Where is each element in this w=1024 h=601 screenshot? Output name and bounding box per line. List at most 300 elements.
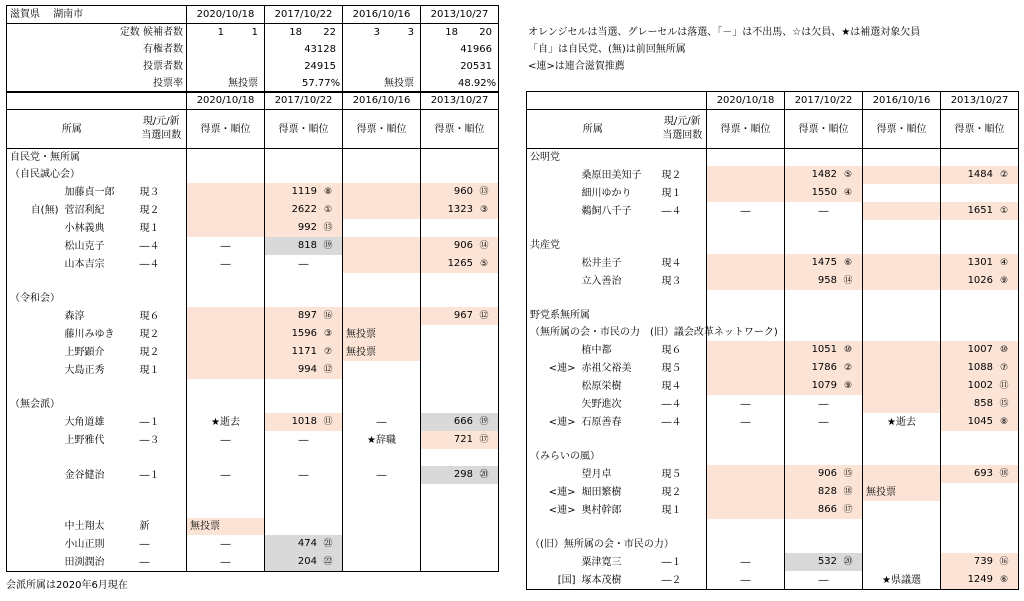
- vote-cell: [707, 359, 785, 377]
- vote-cell: [187, 518, 265, 535]
- vote-count: 693: [973, 468, 994, 479]
- candidate-status: 現６: [661, 344, 682, 356]
- status-header: [659, 110, 707, 149]
- candidate-row: [527, 341, 1019, 359]
- candidate-status: 現２: [139, 346, 160, 358]
- candidate-status: ―１: [139, 469, 160, 481]
- vote-cell: [863, 413, 941, 431]
- vote-cell: [785, 519, 863, 536]
- vote-cell: [187, 396, 265, 413]
- summary-value: 1: [217, 27, 224, 38]
- candidate-row: [7, 553, 499, 572]
- summary-cell: [187, 41, 265, 58]
- vote-cell: [265, 361, 343, 379]
- candidate-row: [7, 413, 499, 431]
- candidate-name: 松山克子: [64, 240, 105, 252]
- vote-count: 739: [973, 556, 994, 567]
- vote-rank: ②: [843, 363, 853, 373]
- vote-cell: [941, 395, 1019, 413]
- date-header: 2016/10/16: [343, 6, 421, 24]
- candidate-prefix: [527, 395, 579, 413]
- vote-rank: ⑲: [323, 241, 333, 251]
- vote-cell: [421, 237, 499, 255]
- vote-cell: [941, 571, 1019, 590]
- group-label: （みらいの風）: [530, 451, 600, 462]
- vote-count: 1786: [811, 362, 838, 373]
- candidate-name: 細川ゆかり: [581, 187, 632, 199]
- footnote: 会派所属は2020年6月現在: [6, 580, 128, 591]
- candidate-name: 植中都: [581, 344, 612, 356]
- vote-cell: [343, 255, 421, 273]
- group-row: [527, 149, 1019, 167]
- vote-rank: ⑪: [999, 381, 1009, 391]
- vote-rank: ⑮: [999, 399, 1009, 409]
- candidate-prefix: [7, 219, 62, 237]
- candidate-status: ―４: [139, 258, 160, 270]
- vote-cell: [343, 535, 421, 553]
- summary-label: 定数 候補者数: [119, 27, 183, 38]
- vote-rank: ②: [999, 170, 1009, 180]
- candidate-row: [7, 255, 499, 273]
- vote-cell: [265, 553, 343, 572]
- spacer-cell: [7, 449, 187, 466]
- summary-row: [7, 58, 499, 75]
- date-header: 2017/10/22: [785, 92, 863, 110]
- vote-rank-header: 得票・順位: [343, 110, 421, 149]
- candidate-status: 新: [139, 521, 150, 532]
- vote-cell: [785, 272, 863, 290]
- spacer-row: [7, 501, 499, 518]
- vote-cell: [343, 553, 421, 572]
- candidate-prefix: <連>: [548, 504, 576, 516]
- vote-cell: [941, 254, 1019, 272]
- summary-cell: [265, 58, 343, 75]
- vote-cell: [707, 272, 785, 290]
- vote-cell: [343, 396, 421, 413]
- candidate-name: 上野雅代: [64, 434, 105, 446]
- candidate-name: 大島正秀: [64, 364, 105, 376]
- vote-cell: [863, 220, 941, 237]
- summary-value: 3: [373, 27, 380, 38]
- vote-cell: [707, 448, 785, 465]
- candidate-status: 現２: [661, 486, 682, 498]
- vote-rank: ⑲: [479, 417, 489, 427]
- vote-cell: [863, 536, 941, 553]
- vote-cell: [343, 343, 421, 361]
- candidate-row: [7, 535, 499, 553]
- vote-cell: [421, 413, 499, 431]
- candidate-row: [527, 254, 1019, 272]
- vote-cell: [785, 149, 863, 167]
- vote-cell: [785, 359, 863, 377]
- summary-value: 1: [251, 27, 258, 38]
- vote-count: 666: [453, 416, 474, 427]
- vote-cell: [863, 465, 941, 483]
- vote-cell: [265, 396, 343, 413]
- vote-cell: [941, 448, 1019, 465]
- candidate-name: 桑原田美知子: [581, 169, 642, 181]
- vote-rank: ⑨: [843, 381, 853, 391]
- candidate-name: 奥村幹郎: [581, 504, 622, 516]
- group-row: [527, 307, 1019, 324]
- group-row: [7, 290, 499, 307]
- group-row: [7, 149, 499, 167]
- candidate-prefix: [527, 465, 579, 483]
- vote-count: 1079: [811, 380, 838, 391]
- vote-cell: [187, 449, 265, 466]
- candidate-name: 粟津寛三: [581, 556, 622, 568]
- vote-rank-header: 得票・順位: [941, 110, 1019, 149]
- vote-count: 1484: [967, 169, 994, 180]
- vote-cell: [941, 202, 1019, 220]
- vote-cell: [941, 166, 1019, 184]
- vote-status: ―: [220, 240, 231, 252]
- vote-status: ―: [298, 434, 309, 446]
- summary-cell: [187, 75, 265, 93]
- candidate-row: [527, 465, 1019, 483]
- summary-value: 18: [445, 27, 458, 38]
- candidate-row: [527, 571, 1019, 590]
- vote-status: ―: [220, 538, 231, 550]
- vote-count: 992: [297, 222, 318, 233]
- summary-value: 22: [323, 27, 336, 38]
- vote-cell: [187, 501, 265, 518]
- vote-count: 858: [973, 398, 994, 409]
- vote-cell: [707, 307, 785, 324]
- vote-cell: [187, 166, 265, 183]
- vote-cell: [863, 377, 941, 395]
- vote-cell: [265, 518, 343, 535]
- candidate-prefix: [7, 325, 62, 343]
- summary-cell: [421, 75, 499, 93]
- candidate-status: 現２: [139, 328, 160, 340]
- candidate-prefix: <連>: [548, 416, 576, 428]
- vote-cell: [941, 536, 1019, 553]
- prefecture: 滋賀県: [10, 9, 40, 20]
- spacer-cell: [7, 379, 187, 396]
- vote-cell: [941, 184, 1019, 202]
- candidate-row: [7, 361, 499, 379]
- vote-cell: [941, 501, 1019, 519]
- vote-cell: [343, 361, 421, 379]
- vote-cell: [785, 431, 863, 448]
- vote-cell: [421, 553, 499, 572]
- candidate-status: ―１: [139, 416, 160, 428]
- candidate-status: ―４: [661, 205, 682, 217]
- summary-cell: [265, 41, 343, 58]
- summary-cell: [187, 58, 265, 75]
- summary-value: 20531: [460, 61, 492, 72]
- spacer-cell: [527, 519, 707, 536]
- vote-count: 1051: [811, 344, 838, 355]
- vote-cell: [265, 183, 343, 201]
- vote-cell: [187, 183, 265, 201]
- vote-cell: [785, 307, 863, 324]
- vote-cell: [343, 201, 421, 219]
- vote-status: ―: [740, 574, 751, 586]
- vote-cell: [785, 448, 863, 465]
- vote-count: 958: [817, 275, 838, 286]
- vote-cell: [707, 571, 785, 590]
- summary-cell: [421, 58, 499, 75]
- vote-rank: ⑳: [843, 557, 853, 567]
- vote-cell: [421, 201, 499, 219]
- summary-value: 無投票: [384, 78, 414, 89]
- vote-count: 818: [297, 240, 318, 251]
- vote-rank: ③: [323, 329, 333, 339]
- vote-cell: [707, 377, 785, 395]
- vote-cell: [707, 254, 785, 272]
- vote-rank: ⑨: [999, 276, 1009, 286]
- candidate-prefix: [7, 553, 62, 572]
- vote-status: ―: [220, 556, 231, 568]
- summary-value: 57.77%: [302, 78, 341, 89]
- vote-cell: [863, 519, 941, 536]
- date-header: 2013/10/27: [421, 92, 499, 110]
- summary-cell: [265, 75, 343, 93]
- vote-cell: [421, 361, 499, 379]
- vote-cell: [785, 166, 863, 184]
- vote-status: ★逝去: [211, 416, 240, 428]
- vote-cell: [265, 466, 343, 484]
- vote-rank: ⑧: [323, 187, 333, 197]
- candidate-row: [527, 501, 1019, 519]
- candidate-name: 鵜飼八千子: [581, 205, 632, 217]
- vote-status: ★県議選: [882, 574, 921, 586]
- group-label: 公明党: [530, 152, 560, 163]
- vote-cell: [187, 219, 265, 237]
- candidate-status: ―２: [659, 571, 707, 590]
- candidate-prefix: [7, 535, 62, 553]
- date-header: 2016/10/16: [863, 92, 941, 110]
- date-header: 2020/10/18: [187, 92, 265, 110]
- summary-value: 41966: [460, 44, 492, 55]
- candidate-prefix: 自(無): [30, 204, 59, 216]
- vote-cell: [421, 396, 499, 413]
- vote-cell: [707, 536, 785, 553]
- status-header: [137, 110, 187, 149]
- vote-cell: [187, 343, 265, 361]
- vote-status: ―: [220, 434, 231, 446]
- vote-count: 1482: [811, 169, 838, 180]
- vote-cell: [343, 273, 421, 290]
- vote-cell: [421, 255, 499, 273]
- spacer-cell: [527, 220, 707, 237]
- vote-cell: [941, 307, 1019, 324]
- party-header: 所属: [7, 110, 137, 149]
- candidate-row: [527, 553, 1019, 571]
- vote-cell: [343, 518, 421, 535]
- vote-rank: ⑧: [999, 417, 1009, 427]
- vote-cell: [941, 290, 1019, 307]
- candidate-prefix: [527, 166, 579, 184]
- vote-cell: [343, 466, 421, 484]
- vote-rank-header: 得票・順位: [785, 110, 863, 149]
- group-row: [527, 536, 1019, 553]
- vote-cell: [863, 341, 941, 359]
- candidate-name: 小山正則: [64, 538, 105, 550]
- group-row: [527, 237, 1019, 254]
- vote-rank: ⑩: [843, 345, 853, 355]
- vote-count: 532: [817, 556, 838, 567]
- vote-rank: ①: [999, 206, 1009, 216]
- vote-cell: [187, 379, 265, 396]
- candidate-row: [527, 184, 1019, 202]
- vote-count: 828: [817, 486, 838, 497]
- vote-rank: ⑳: [479, 470, 489, 480]
- candidate-status: 現２: [661, 169, 682, 181]
- vote-cell: [265, 484, 343, 501]
- status-header-line: 当選回数: [141, 130, 182, 141]
- vote-cell: [265, 255, 343, 273]
- spacer-row: [527, 431, 1019, 448]
- summary-cell: [187, 24, 265, 42]
- group-label: 野党系無所属: [530, 310, 590, 321]
- vote-cell: [941, 324, 1019, 341]
- vote-cell: [707, 483, 785, 501]
- vote-rank: ④: [843, 188, 853, 198]
- vote-rank: ⑥: [843, 258, 853, 268]
- candidate-status: ―４: [661, 416, 682, 428]
- vote-cell: [863, 553, 941, 571]
- vote-cell: [863, 307, 941, 324]
- vote-rank: ⑫: [323, 365, 333, 375]
- candidate-row: [7, 431, 499, 449]
- vote-cell: [941, 359, 1019, 377]
- vote-count: 906: [453, 240, 474, 251]
- vote-cell: [265, 501, 343, 518]
- vote-cell: [707, 395, 785, 413]
- vote-cell: [187, 201, 265, 219]
- candidate-name: 堀田繁樹: [581, 486, 622, 498]
- vote-cell: [343, 307, 421, 325]
- spacer-row: [7, 379, 499, 396]
- vote-cell: [421, 183, 499, 201]
- vote-rank-header: 得票・順位: [863, 110, 941, 149]
- vote-cell: [265, 379, 343, 396]
- vote-count: 1265: [447, 258, 474, 269]
- vote-count: 994: [297, 364, 318, 375]
- note-line: 「自」は自民党、(無)は前回無所属: [528, 44, 686, 55]
- vote-cell: [941, 220, 1019, 237]
- spacer-row: [7, 449, 499, 466]
- summary-cell: [421, 24, 499, 42]
- legend-notes: [528, 24, 920, 75]
- vote-cell: [863, 237, 941, 254]
- vote-cell: [863, 483, 941, 501]
- vote-cell: [863, 149, 941, 167]
- candidate-status: 現６: [139, 310, 160, 322]
- vote-cell: [785, 237, 863, 254]
- vote-cell: [343, 325, 421, 343]
- vote-cell: [941, 413, 1019, 431]
- vote-cell: [785, 220, 863, 237]
- date-header: 2016/10/16: [343, 92, 421, 110]
- vote-cell: [707, 149, 785, 167]
- candidate-prefix: [527, 377, 579, 395]
- vote-status: ―: [740, 556, 751, 568]
- vote-cell: [187, 431, 265, 449]
- candidate-prefix: <連>: [548, 486, 576, 498]
- summary-value: 無投票: [228, 78, 258, 89]
- vote-cell: [785, 571, 863, 590]
- vote-cell: [421, 466, 499, 484]
- candidate-name: 加藤貞一郎: [64, 186, 115, 198]
- vote-cell: [707, 202, 785, 220]
- candidate-prefix: [7, 518, 62, 535]
- summary-row: [7, 75, 499, 93]
- group-row: [7, 396, 499, 413]
- vote-count: 1249: [967, 574, 994, 585]
- vote-rank: ⑦: [323, 347, 333, 357]
- vote-rank-header: 得票・順位: [707, 110, 785, 149]
- vote-rank-header: 得票・順位: [421, 110, 499, 149]
- vote-rank: ⑱: [843, 487, 853, 497]
- candidate-name: 田渕潤治: [62, 553, 137, 572]
- summary-value: 43128: [304, 44, 336, 55]
- candidate-name: 山本吉宗: [64, 258, 105, 270]
- vote-status: ―: [818, 398, 829, 410]
- vote-cell: [343, 183, 421, 201]
- vote-cell: [863, 254, 941, 272]
- vote-count: 866: [817, 504, 838, 515]
- candidate-prefix: [527, 553, 579, 571]
- vote-cell: [863, 448, 941, 465]
- vote-count: 1550: [811, 187, 838, 198]
- vote-status: ★逝去: [887, 416, 916, 428]
- candidate-row: [527, 166, 1019, 184]
- summary-cell: [343, 75, 421, 93]
- group-label: （自民誠心会）: [10, 169, 80, 180]
- spacer-row: [527, 519, 1019, 536]
- group-label: 共産党: [530, 240, 560, 251]
- candidate-name: 矢野進次: [581, 398, 622, 410]
- vote-status: ―: [376, 469, 387, 481]
- vote-cell: [343, 431, 421, 449]
- vote-cell: [785, 377, 863, 395]
- vote-count: 474: [297, 538, 318, 549]
- vote-cell: [421, 166, 499, 183]
- vote-count: 897: [297, 310, 318, 321]
- candidate-prefix: [527, 202, 579, 220]
- vote-count: 1475: [811, 257, 838, 268]
- group-row: [527, 324, 1019, 341]
- vote-cell: [863, 290, 941, 307]
- vote-count: 1651: [967, 205, 994, 216]
- vote-cell: [863, 184, 941, 202]
- group-label: （(旧）無所属の会・市民の力）: [530, 539, 674, 550]
- vote-cell: [343, 413, 421, 431]
- vote-status: 無投票: [190, 521, 221, 532]
- spacer-cell: [527, 290, 707, 307]
- vote-cell: [785, 324, 863, 341]
- candidate-row: [527, 359, 1019, 377]
- candidate-status: 現４: [661, 257, 682, 269]
- vote-count: 1007: [967, 344, 994, 355]
- vote-cell: [707, 184, 785, 202]
- candidate-name: 立入善治: [581, 275, 622, 287]
- vote-status: ―: [220, 258, 231, 270]
- candidate-name: 森淳: [64, 310, 85, 322]
- vote-cell: [343, 166, 421, 183]
- vote-cell: [187, 413, 265, 431]
- vote-rank: ⑤: [843, 170, 853, 180]
- group-label: （無所属の会・市民の力 (旧）議会改革ネットワーク): [530, 327, 778, 338]
- vote-cell: [863, 571, 941, 590]
- vote-cell: [343, 149, 421, 167]
- vote-rank: ⑬: [479, 187, 489, 197]
- vote-count: 1088: [967, 362, 994, 373]
